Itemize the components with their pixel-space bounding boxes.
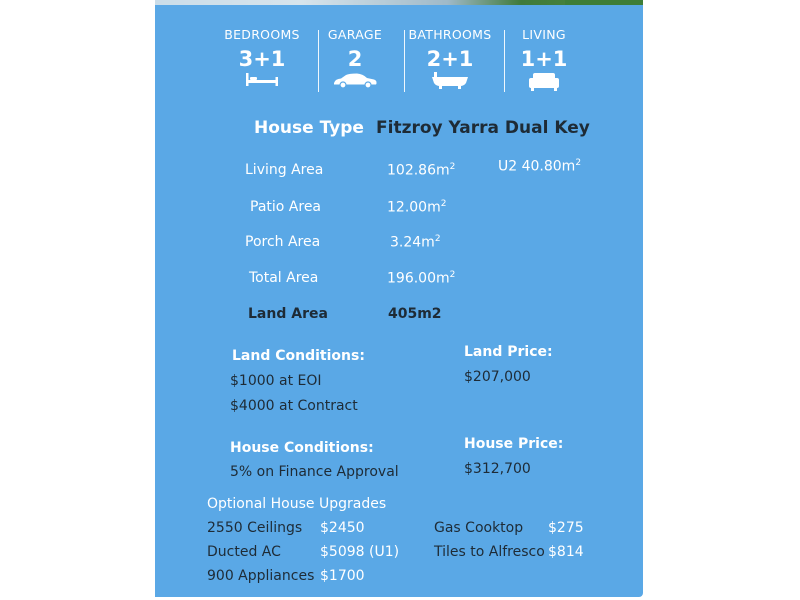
house-price-value: $312,700: [464, 461, 531, 477]
living-area-number: 102.86m: [387, 162, 450, 179]
feature-bedrooms: [218, 28, 306, 87]
land-area-label: Land Area: [248, 306, 328, 322]
living-count: 1+1: [520, 47, 568, 71]
feature-garage: [311, 28, 399, 89]
upgrade-ceilings-name: 2550 Ceilings: [207, 520, 303, 536]
upgrade-gas-cooktop-price: $275: [548, 520, 584, 536]
living-area-value: [387, 162, 455, 179]
bathtub-icon: [430, 71, 470, 89]
total-area-unit: 2: [449, 270, 456, 280]
living-area-unit: 2: [449, 162, 456, 172]
porch-area-label: Porch Area: [245, 234, 321, 250]
upgrade-ducted-ac-name: Ducted AC: [207, 544, 281, 560]
upgrades-title: Optional House Upgrades: [207, 496, 387, 512]
upgrade-tiles-name: Tiles to Alfresco: [434, 544, 545, 560]
feature-living: [500, 28, 588, 91]
living-area-label: Living Area: [245, 162, 324, 178]
upgrade-ceilings-price: $2450: [320, 520, 365, 536]
living-label: LIVING: [522, 27, 566, 42]
patio-area-label: Patio Area: [250, 199, 322, 215]
house-price-title: House Price:: [464, 436, 564, 452]
upgrade-appliances-name: 900 Appliances: [207, 568, 315, 584]
total-area-value: [387, 270, 455, 287]
car-icon: [331, 71, 379, 89]
photo-grass: [565, 0, 643, 5]
upgrade-tiles-price: $814: [548, 544, 584, 560]
porch-area-number: 3.24m: [390, 234, 435, 251]
total-area-number: 196.00m: [387, 270, 450, 287]
u2-area-value: [498, 158, 581, 175]
garage-count: 2: [347, 47, 363, 71]
bedrooms-label: BEDROOMS: [224, 27, 300, 42]
land-price-value: $207,000: [464, 369, 531, 385]
house-type-value: Fitzroy Yarra Dual Key: [376, 118, 590, 138]
house-condition-finance: 5% on Finance Approval: [230, 464, 399, 480]
sofa-icon: [527, 71, 561, 91]
u2-area-unit: 2: [575, 158, 582, 168]
patio-area-unit: 2: [440, 199, 447, 209]
porch-area-value: [390, 234, 441, 251]
house-type-label: House Type: [254, 118, 364, 138]
divider-2: [404, 30, 405, 92]
patio-area-value: [387, 199, 446, 216]
property-flyer: [155, 0, 643, 597]
garage-label: GARAGE: [327, 27, 383, 42]
feature-bathrooms: [406, 28, 494, 89]
bedrooms-count: 3+1: [238, 47, 286, 71]
photo-strip: [155, 0, 643, 5]
total-area-label: Total Area: [249, 270, 319, 286]
porch-area-unit: 2: [434, 234, 441, 244]
land-condition-eoi: $1000 at EOI: [230, 373, 322, 389]
land-conditions-title: Land Conditions:: [232, 348, 365, 364]
u2-area-number: U2 40.80m: [498, 158, 576, 175]
bathrooms-count: 2+1: [426, 47, 474, 71]
house-conditions-title: House Conditions:: [230, 440, 374, 456]
upgrade-ducted-ac-price: $5098 (U1): [320, 544, 400, 560]
land-area-value: 405m2: [388, 306, 442, 322]
bathrooms-label: BATHROOMS: [408, 27, 492, 42]
land-price-title: Land Price:: [464, 344, 553, 360]
upgrade-appliances-price: $1700: [320, 568, 365, 584]
patio-area-number: 12.00m: [387, 199, 441, 216]
upgrade-gas-cooktop-name: Gas Cooktop: [434, 520, 524, 536]
bed-icon: [241, 71, 283, 87]
land-condition-contract: $4000 at Contract: [230, 398, 358, 414]
